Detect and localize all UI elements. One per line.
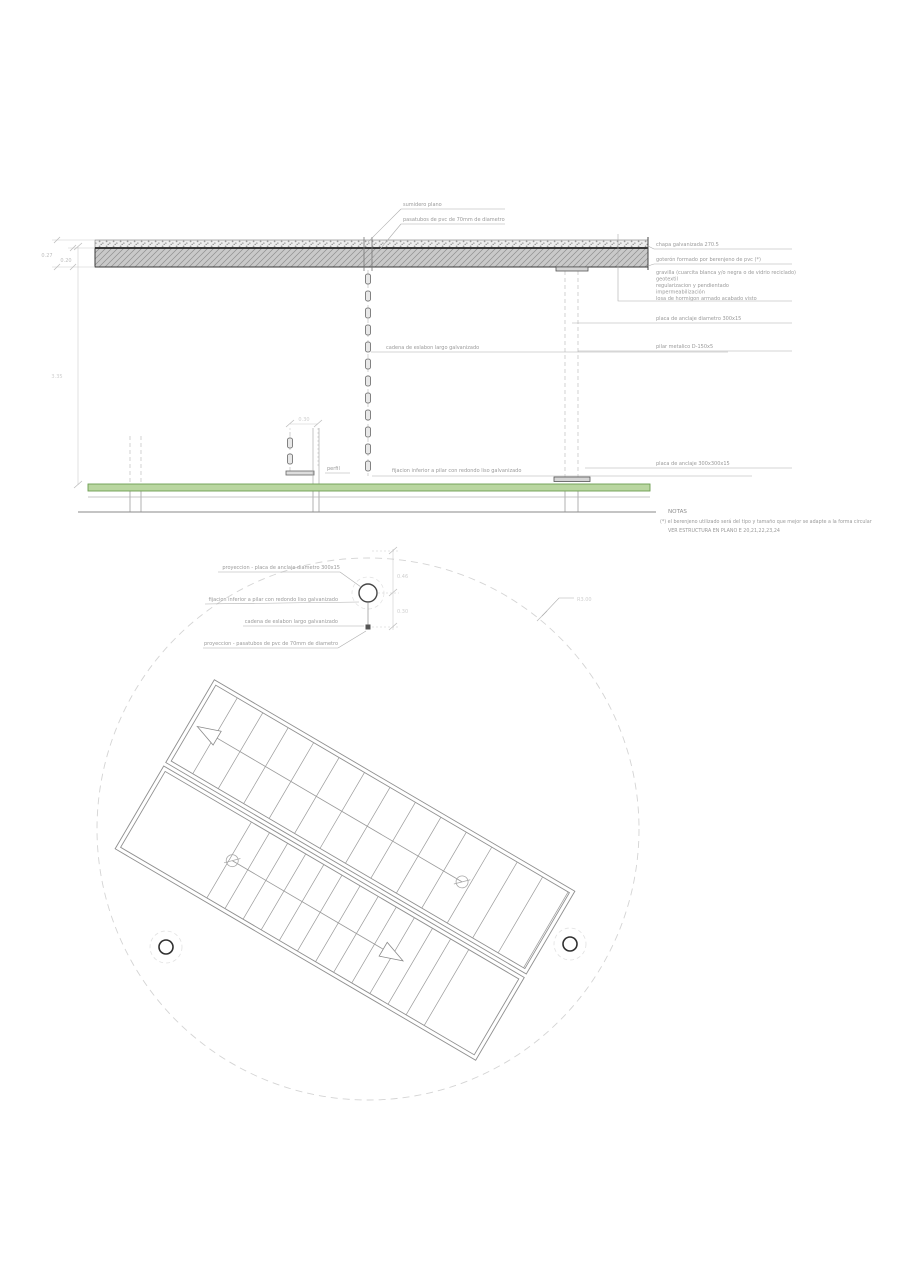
label-sumidero: sumidero plano: [403, 202, 442, 208]
label-pasatubos: pasatubos de pvc de 70mm de diametro: [403, 217, 505, 223]
left-thickness-dims: [41, 237, 95, 270]
label-gravilla: gravilla (cuarcita blanca y/o negra o de vidrio reciclado): [656, 270, 796, 276]
label-goteron: goterón formado por berenjeno de pvc (*): [656, 257, 761, 263]
label-fijacion-plan: fijacion inferior a pilar con redondo liso galvanizado: [208, 597, 338, 603]
lower-treads: [207, 822, 469, 1025]
pilar-circle-right: [563, 937, 577, 951]
label-chapa: chapa galvanizada 270.5: [656, 242, 719, 248]
notes-block: [660, 509, 872, 534]
anchor-plate-base: [554, 477, 590, 482]
label-cadena: cadena de eslabon largo galvanizado: [386, 345, 480, 351]
dim-radius: R3.00: [577, 597, 592, 603]
dim-offset-bottom: 0.30: [397, 609, 409, 615]
chain-point: [366, 625, 371, 630]
plan-dims: [372, 547, 408, 630]
label-placa-base: placa de anclaje 300x300x15: [656, 461, 730, 467]
notes-line1: (*) el berenjeno utilizado será del tipo y tamaño que mejor se adapte a la forma circular: [660, 520, 872, 525]
lower-direction-line: [232, 861, 398, 959]
dim-height: 3.35: [51, 374, 63, 380]
plan-view: [97, 547, 639, 1100]
right-labels: [572, 234, 796, 468]
concrete-slab: [95, 248, 648, 267]
upper-flight-inner: [171, 685, 569, 968]
notes-line2: VER ESTRUCTURA EN PLANO E 20,21,22,23,24: [668, 529, 780, 534]
roof-slab: [95, 237, 648, 270]
label-pilar: pilar metalico D-150x5: [656, 344, 714, 350]
notes-title: NOTAS: [668, 509, 687, 515]
upper-arrowhead: [193, 720, 221, 745]
label-perfil: perfil: [327, 466, 340, 472]
anchor-plate-top: [556, 267, 588, 271]
fijacion-label: [372, 468, 752, 476]
label-fijacion: fijacion inferior a pilar con redondo liso galvanizado: [392, 468, 522, 474]
pilar-plan-right: [554, 928, 586, 960]
lower-arrowhead: [379, 942, 407, 967]
label-impermeabilizacion: impermeabilización: [656, 289, 705, 296]
pilar-plan-left: [150, 931, 182, 963]
perfil-bar: [286, 471, 314, 475]
dim-slab-thickness: 0.20: [60, 258, 72, 264]
canopy-outline-circle: [97, 558, 639, 1100]
placa-circle: [359, 584, 377, 602]
label-geotextil: geotextil: [656, 276, 678, 283]
chain-assembly: [364, 237, 372, 476]
ground-green-band: [88, 484, 650, 491]
upper-direction-line: [202, 729, 462, 882]
label-cadena-plan: cadena de eslabon largo galvanizado: [244, 619, 338, 625]
gravel-layer: [95, 240, 648, 248]
dim-offset-top: 0.46: [397, 574, 409, 580]
ground: [78, 484, 656, 512]
upper-flight-outer: [166, 680, 575, 974]
label-proyeccion-placa: proyeccion - placa de anclaje diametro 300x15: [222, 565, 340, 571]
label-proyeccion-pasatubos: proyeccion - pasatubos de pvc de 70mm de diametro: [204, 641, 338, 647]
pilar-hidden: [554, 267, 590, 512]
dim-perfil-offset: 0.30: [298, 417, 310, 423]
label-regularizacion: regularizacion y pendientado: [656, 283, 729, 289]
dim-gravel-total: 0.27: [41, 253, 53, 259]
section-view: [41, 202, 871, 534]
radius-label: [537, 597, 592, 621]
perfil-detail: [130, 417, 350, 512]
height-dimension: [51, 243, 82, 488]
staircase-plan: [115, 680, 575, 1061]
plan-labels: [203, 565, 366, 648]
label-placa-diametro: placa de anclaje diametro 300x15: [656, 316, 742, 322]
placa-projection: [352, 577, 384, 630]
label-losa: losa de hormigon armado acabado visto: [656, 296, 757, 302]
pilar-circle-left: [159, 940, 173, 954]
